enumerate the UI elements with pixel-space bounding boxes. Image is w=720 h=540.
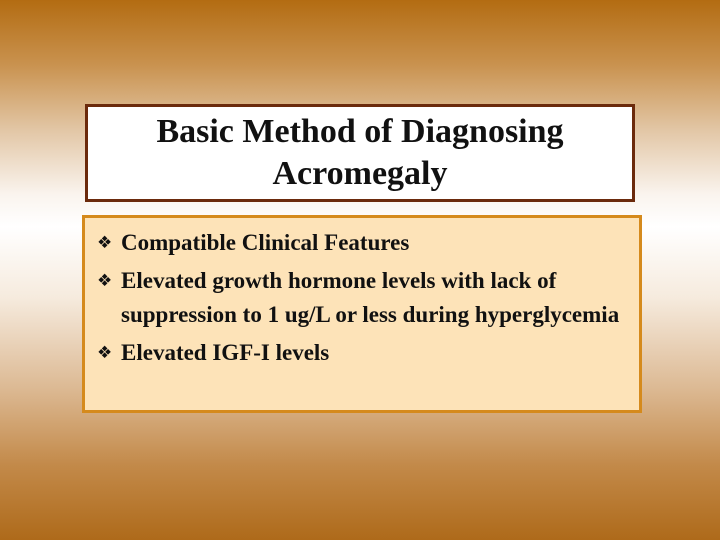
bullet-list-box <box>82 215 642 413</box>
slide-title-box <box>85 104 635 202</box>
bullet-list <box>97 230 629 370</box>
diamond-bullet-icon: ❖ <box>97 233 113 253</box>
diamond-bullet-icon: ❖ <box>97 343 113 363</box>
bullet-item-clinical-features <box>97 230 629 260</box>
slide-title: Basic Method of Diagnosing Acromegaly <box>156 113 564 192</box>
bullet-text: Elevated growth hormone levels with lack of suppression to 1 ug/L or less during hyperglycemia <box>121 268 620 327</box>
bullet-text: Compatible Clinical Features <box>121 230 410 255</box>
diamond-bullet-icon: ❖ <box>97 271 113 291</box>
bullet-item-igf-levels <box>97 340 629 370</box>
bullet-text: Elevated IGF-I levels <box>121 340 330 365</box>
bullet-item-growth-hormone <box>97 268 629 332</box>
